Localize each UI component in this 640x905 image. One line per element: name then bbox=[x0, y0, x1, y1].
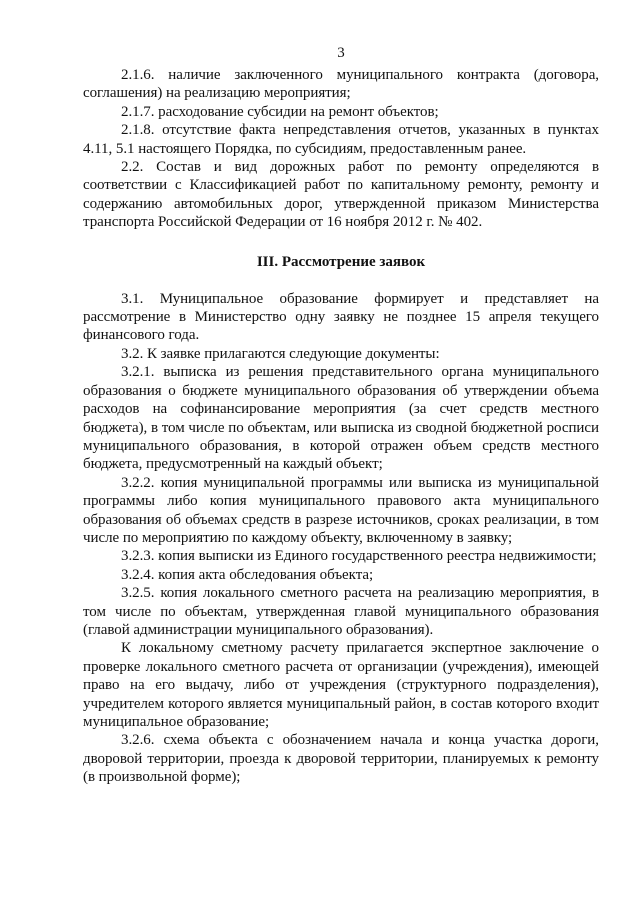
section-heading: III. Рассмотрение заявок bbox=[256, 253, 426, 270]
paragraph-2-1-6: 2.1.6. наличие заключенного муниципального контракта (договора, соглашения) на реализацию мероприятия; bbox=[83, 67, 599, 102]
paragraph-2-2: 2.2. Состав и вид дорожных работ по ремонту определяются в соответствии с Классификацией работ по капитальному ремонту, ремонту и содержанию автомобильных дорог, утвержденной приказом Министерства транспорта Российской Федерации от 16 ноября 2012 г. № 402. bbox=[83, 159, 599, 231]
document-body bbox=[83, 66, 599, 787]
paragraph-3-2-3: 3.2.3. копия выписки из Единого государственного реестра недвижимости; bbox=[121, 548, 597, 565]
paragraph-2-1-8: 2.1.8. отсутствие факта непредставления отчетов, указанных в пунктах 4.11, 5.1 настоящего Порядка, по субсидиям, предоставленным ранее. bbox=[83, 122, 599, 157]
paragraph-3-2-1: 3.2.1. выписка из решения представительного органа муниципального образования о бюджете муниципального образования об утверждении объема расходов на софинансирование мероприятия (за счет средств местного бюджета), в том числе по объектам, или выписка из сводной бюджетной росписи муниципального образования, в которой отражен объем средств местного бюджета, предусмотренный на каждый объект; bbox=[83, 364, 599, 473]
paragraph-2-1-7: 2.1.7. расходование субсидии на ремонт объектов; bbox=[121, 103, 439, 120]
paragraph-3-1: 3.1. Муниципальное образование формирует и представляет на рассмотрение в Министерство одну заявку не позднее 15 апреля текущего финансового года. bbox=[83, 290, 599, 344]
paragraph-3-2-6: 3.2.6. схема объекта с обозначением начала и конца участка дороги, дворовой территории, проезда к дворовой территории, планируемых к ремонту (в произвольной форме); bbox=[83, 732, 599, 786]
spacer bbox=[83, 271, 599, 290]
paragraph-3-2-4: 3.2.4. копия акта обследования объекта; bbox=[121, 566, 374, 583]
paragraph-expert-conclusion: К локальному сметному расчету прилагается экспертное заключение о проверке локального сметного расчета от организации (учреждения), имеющей право на его выдачу, либо от учреждения (структурного подразделения), учредителем которого является муниципальный район, в состав которого входит муниципальное образование; bbox=[83, 640, 599, 730]
page-number: 3 bbox=[337, 45, 345, 61]
paragraph-3-2-2: 3.2.2. копия муниципальной программы или выписка из муниципальной программы либо копия муниципального правового акта муниципального образования об объемах средств в разрезе источников, сроках реализации, в том числе по мероприятию по каждому объекту, включенному в заявку; bbox=[83, 474, 599, 546]
spacer bbox=[83, 232, 599, 253]
paragraph-3-2: 3.2. К заявке прилагаются следующие документы: bbox=[121, 345, 440, 362]
paragraph-3-2-5: 3.2.5. копия локального сметного расчета на реализацию мероприятия, в том числе по объектам, утвержденная главой муниципального образования (главой администрации муниципального образования). bbox=[83, 585, 599, 638]
